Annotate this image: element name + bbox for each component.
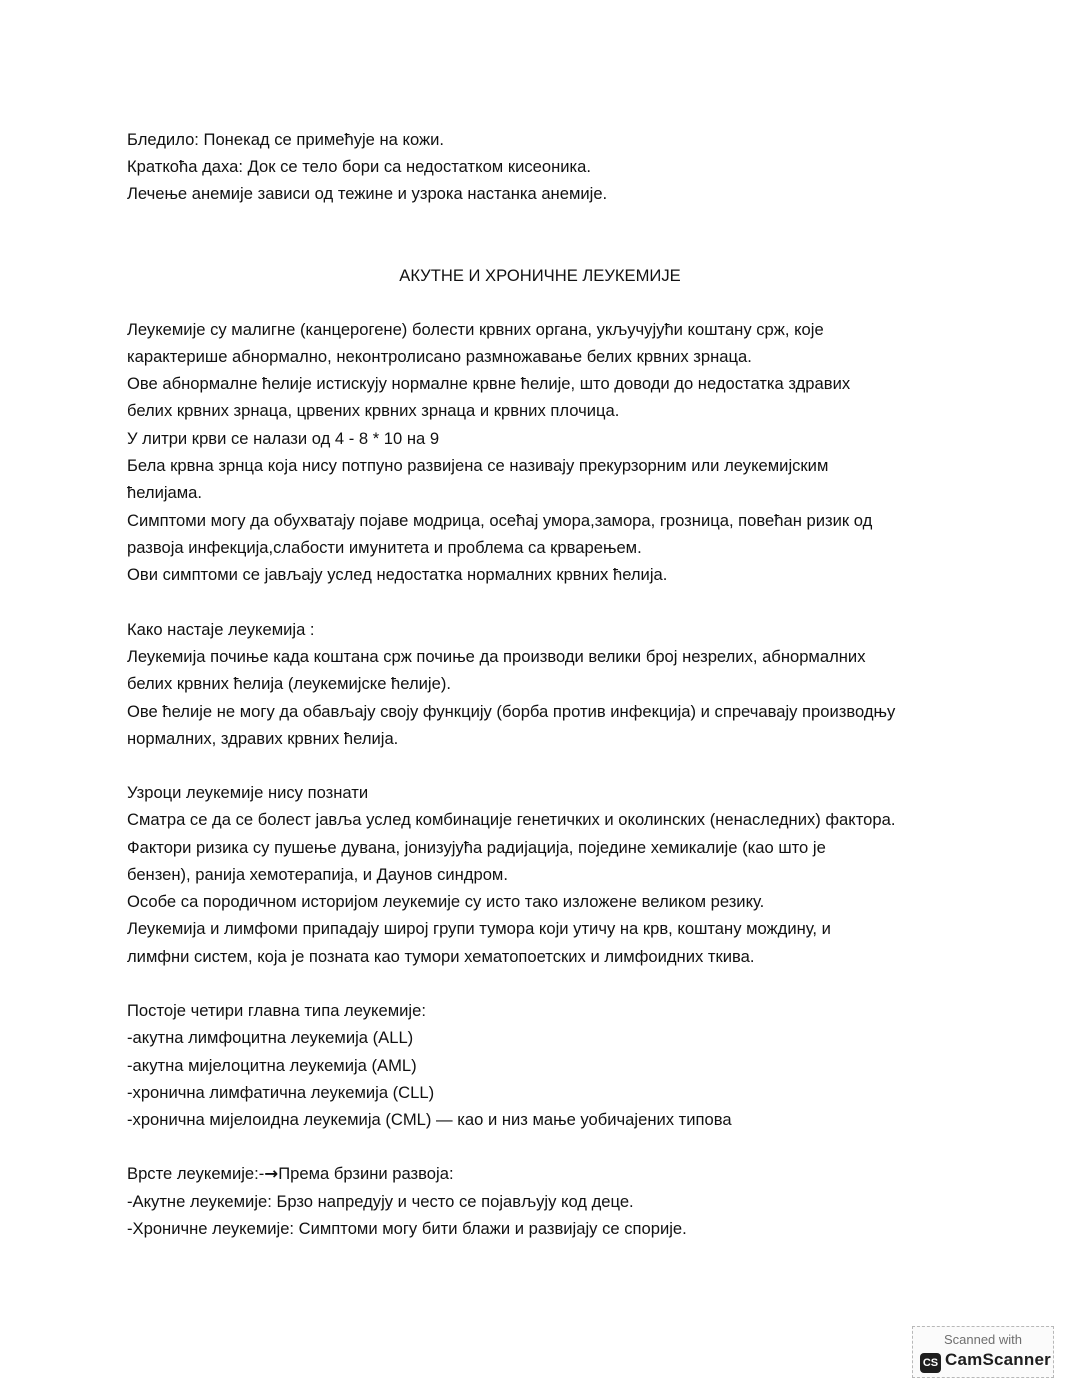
types-heading-left: Врсте леукемије:- xyxy=(127,1164,265,1183)
paragraph-line: Лечење анемије зависи од тежине и узрока настанка анемије. xyxy=(127,184,608,203)
paragraph-line: Ове абнормалне ћелије истискују нормалне крвне ћелије, што доводи до недостатка здравих xyxy=(127,374,851,393)
paragraph-line: Леукемија почиње када коштана срж почиње да производи велики број незрелих, абнормалних xyxy=(127,647,866,666)
paragraph-line: Краткоћа даха: Док се тело бори са недостатком кисеоника. xyxy=(127,157,591,176)
list-item: -акутна мијелоцитна леукемија (AML) xyxy=(127,1056,417,1075)
subheading: Како настаје леукемија : xyxy=(127,620,315,639)
paragraph-line: Симптоми могу да обухватају појаве модрица, осећај умора,замора, грозница, повећан ризик од xyxy=(127,511,873,530)
camscanner-brand: CamScanner xyxy=(945,1350,1051,1369)
paragraph-line: белих крвних ћелија (леукемијске ћелије). xyxy=(127,674,451,693)
paragraph-line: Фактори ризика су пушење дувана, јонизујућа радијација, поједине хемикалије (као што је xyxy=(127,838,826,857)
paragraph-line: развоја инфекција,слабости имунитета и проблема са крварењем. xyxy=(127,538,642,557)
list-item: -Хроничне леукемије: Симптоми могу бити блажи и развијају се спорије. xyxy=(127,1219,687,1238)
paragraph-line: Особе са породичном историјом леукемије су исто тако изложене великом резику. xyxy=(127,892,765,911)
subheading: Узроци леукемије нису познати xyxy=(127,783,369,802)
list-item: -акутна лимфоцитна леукемија (ALL) xyxy=(127,1028,414,1047)
paragraph-line: Ови симптоми се јављају услед недостатка нормалних крвних ћелија. xyxy=(127,565,668,584)
paragraph-line: лимфни систем, која је позната као тумори хематопоетских и лимфоидних ткива. xyxy=(127,947,755,966)
types-heading-right: Према брзини развоја: xyxy=(278,1164,454,1183)
types-heading xyxy=(127,1163,967,1185)
paragraph-line: Сматра се да се болест јавља услед комбинације генетичких и околинских (ненаследних) фактора. xyxy=(127,810,896,829)
paragraph-line: Бледило: Понекад се примећује на кожи. xyxy=(127,130,444,149)
paragraph-line: бензен), ранија хемотерапија, и Даунов синдром. xyxy=(127,865,508,884)
paragraph-line: карактерише абнормално, неконтролисано размножавање белих крвних зрнаца. xyxy=(127,347,752,366)
paragraph-line: нормалних, здравих крвних ћелија. xyxy=(127,729,399,748)
section-title: АКУТНЕ И ХРОНИЧНЕ ЛЕУКЕМИЈЕ xyxy=(399,266,681,285)
paragraph-line: У литри крви се налази од 4 - 8 * 10 на 9 xyxy=(127,429,440,448)
paragraph-line: белих крвних зрнаца, црвених крвних зрнаца и крвних плочица. xyxy=(127,401,620,420)
camscanner-watermark xyxy=(912,1326,1054,1378)
list-item: -хронична лимфатична леукемија (CLL) xyxy=(127,1083,435,1102)
paragraph-line: Ове ћелије не могу да обављају своју функцију (борба против инфекција) и спречавају производњу xyxy=(127,702,896,721)
list-item: -Акутне леукемије: Брзо напредују и често се појављују код деце. xyxy=(127,1192,634,1211)
paragraph-line: Леукемија и лимфоми припадају широј групи тумора који утичу на крв, коштану мождину, и xyxy=(127,919,831,938)
right-arrow-icon: → xyxy=(264,1164,279,1183)
paragraph-line: ћелијама. xyxy=(127,483,203,502)
paragraph-line: Бела крвна зрнца која нису потпуно развијена се називају прекурзорним или леукемијским xyxy=(127,456,829,475)
scanned-with-text: Scanned with xyxy=(943,1332,1023,1347)
paragraph-line: Леукемије су малигне (канцерогене) болести крвних органа, укључујући коштану срж, које xyxy=(127,320,824,339)
list-item: -хронична мијелоидна леукемија (CML) — као и низ мање уобичајених типова xyxy=(127,1110,732,1129)
camscanner-logo-icon: CS xyxy=(920,1353,941,1373)
subheading: Постоје четири главна типа леукемије: xyxy=(127,1001,426,1020)
